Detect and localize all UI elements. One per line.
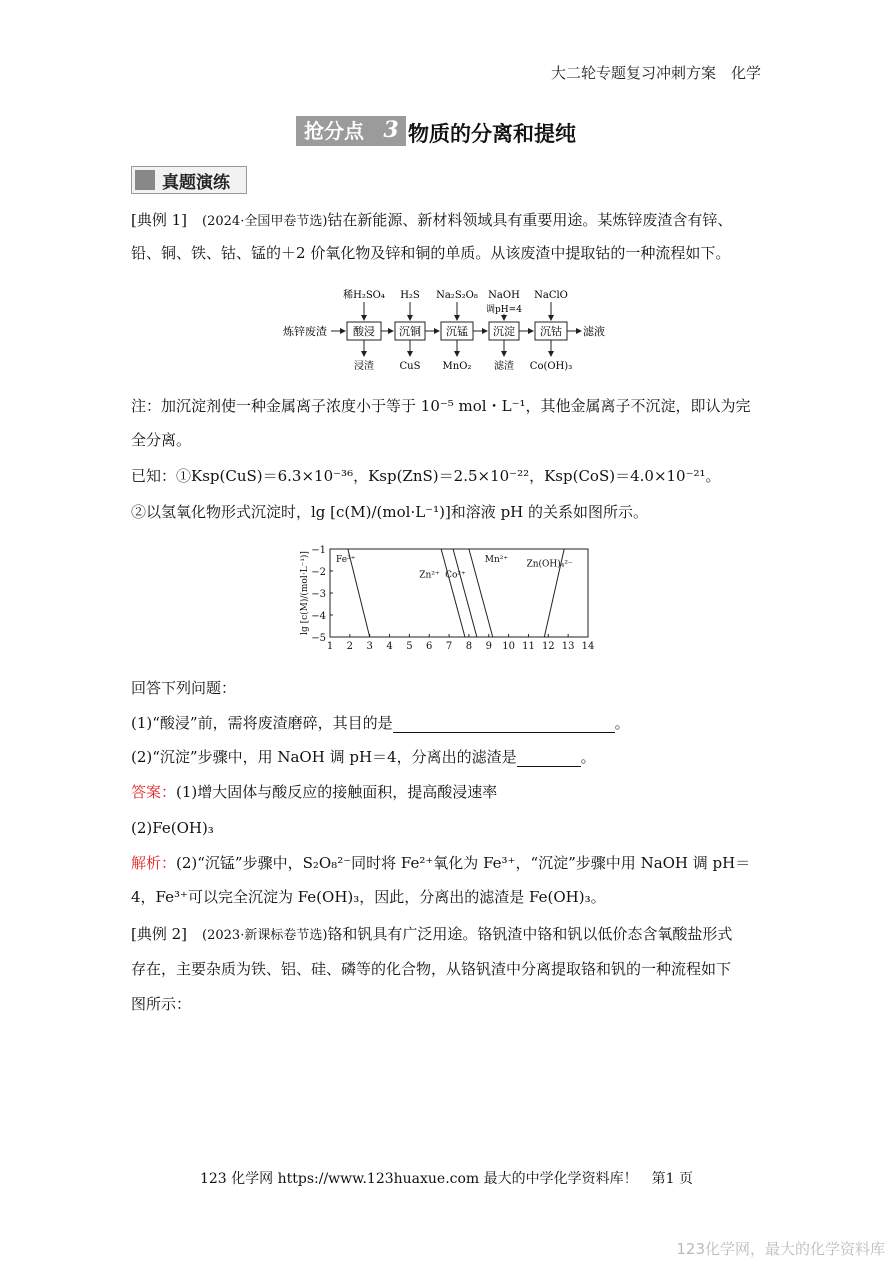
flow-out-2: CuS	[399, 361, 421, 372]
example2-line2: 存在，主要杂质为铁、铝、硅、磷等的化合物，从铬钒渣中分离提取铬和钒的一种流程如下	[131, 960, 732, 978]
flow-box-4: 沉淀	[493, 325, 515, 338]
analysis-text-1: (2)“沉锰”步骤中，S₂O₈²⁻同时将 Fe²⁺氧化为 Fe³⁺，“沉淀”步骤中用 NaOH 调 pH＝	[176, 854, 751, 872]
x-tick-label: 6	[426, 641, 433, 652]
flow-out-3: MnO₂	[442, 361, 472, 372]
example2-line1-text: 铬和钒具有广泛用途。铬钒渣中铬和钒以低价态含氧酸盐形式	[327, 925, 733, 943]
question-2-text: (2)“沉淀”步骤中，用 NaOH 调 pH＝4，分离出的滤渣是	[131, 748, 517, 766]
flow-reagent-5: NaClO	[534, 290, 568, 301]
flow-box-1: 酸浸	[353, 325, 375, 338]
example2-line3: 图所示：	[131, 995, 192, 1013]
example1-line1-text: 钴在新能源、新材料领域具有重要用途。某炼锌废渣含有锌、	[327, 211, 733, 229]
y-tick-label: −2	[311, 567, 326, 578]
x-tick-label: 4	[386, 641, 393, 652]
x-tick-label: 12	[541, 641, 555, 652]
x-tick-label: 1	[326, 641, 334, 652]
watermark: 123化学网，最大的化学资料库	[676, 1240, 885, 1258]
flow-box-5: 沉钴	[540, 325, 562, 338]
flow-reagent-4b: 调pH=4	[486, 305, 522, 315]
question-2	[131, 747, 596, 767]
answer-line1	[131, 782, 497, 802]
y-tick-label: −5	[311, 633, 326, 644]
ph-chart	[296, 538, 600, 656]
x-tick-label: 8	[465, 641, 473, 652]
x-tick-label: 9	[485, 641, 492, 652]
y-tick-label: −4	[311, 611, 326, 622]
series-label: Co²⁺	[445, 570, 466, 581]
flow-reagent-4: NaOH	[488, 290, 520, 301]
title-text: 物质的分离和提纯	[408, 121, 576, 146]
flow-start: 炼锌废渣	[283, 325, 327, 338]
x-tick-label: 10	[502, 641, 515, 652]
answer-1: (1)增大固体与酸反应的接触面积，提高酸浸速率	[176, 783, 498, 801]
x-tick-label: 7	[445, 641, 453, 652]
question-intro: 回答下列问题：	[131, 679, 237, 697]
page-header: 大二轮专题复习冲刺方案 化学	[550, 64, 761, 82]
known-line1: 已知：①Ksp(CuS)＝6.3×10⁻³⁶，Ksp(ZnS)＝2.5×10⁻²²，Ksp(CoS)＝4.0×10⁻²¹。	[131, 467, 721, 485]
y-tick-label: −3	[311, 589, 326, 600]
x-tick-label: 14	[581, 641, 595, 652]
flow-reagent-1: 稀H₂SO₄	[343, 290, 385, 301]
answer-line2: (2)Fe(OH)₃	[131, 819, 214, 837]
example1-tag: [典例 1]	[131, 211, 188, 229]
x-tick-label: 3	[366, 641, 373, 652]
book-icon	[135, 170, 155, 190]
series-label: Fe³⁺	[335, 555, 356, 566]
title-badge: 抢分点	[296, 116, 406, 146]
note-line2: 全分离。	[131, 431, 192, 449]
x-tick-label: 13	[561, 641, 575, 652]
flow-out-5: Co(OH)₃	[529, 361, 573, 372]
subsection-label	[131, 166, 247, 194]
analysis-label: 解析：	[131, 854, 177, 872]
x-tick-label: 5	[406, 641, 413, 652]
example2-tag: [典例 2]	[131, 925, 188, 943]
answer-label: 答案：	[131, 783, 177, 801]
flow-box-3: 沉锰	[446, 325, 468, 338]
answer-blank-2[interactable]	[517, 750, 581, 767]
title-number: 3	[383, 117, 399, 143]
flow-box-2: 沉铜	[399, 325, 421, 338]
answer-blank-1[interactable]	[393, 716, 615, 733]
flow-reagent-2: H₂S	[400, 290, 420, 301]
y-axis-label: lg [c(M)/(mol·L⁻¹)]	[300, 551, 310, 635]
known-line2: ②以氢氧化物形式沉淀时，lg [c(M)/(mol·L⁻¹)]和溶液 pH 的关系如图所示。	[131, 503, 649, 521]
x-tick-label: 11	[522, 641, 535, 652]
flow-out-4: 滤渣	[494, 361, 514, 372]
example1-source: (2024·全国甲卷节选)	[202, 214, 328, 229]
series-line	[441, 549, 465, 637]
flow-reagent-3: Na₂S₂O₈	[436, 290, 478, 301]
analysis-line1	[131, 853, 750, 873]
analysis-line2: 4，Fe³⁺可以完全沉淀为 Fe(OH)₃，因此，分离出的滤渣是 Fe(OH)₃。	[131, 888, 606, 906]
note-line1: 注：加沉淀剂使一种金属离子浓度小于等于 10⁻⁵ mol・L⁻¹，其他金属离子不沉淀，即认为完	[131, 397, 751, 415]
example1-line2: 铅、铜、铁、钴、锰的＋2 价氧化物及锌和铜的单质。从该废渣中提取钴的一种流程如下。	[131, 244, 731, 262]
flow-end: 滤液	[583, 325, 605, 338]
question-1-text: (1)“酸浸”前，需将废渣磨碎，其目的是	[131, 714, 393, 732]
subsection-text: 真题演练	[162, 173, 230, 193]
example2-line1	[131, 924, 732, 946]
example2-source: (2023·新课标卷节选)	[202, 928, 328, 943]
flow-diagram	[283, 286, 613, 376]
series-label: Zn²⁺	[419, 570, 440, 581]
question-1	[131, 713, 630, 733]
x-tick-label: 2	[346, 641, 354, 652]
flow-out-1: 浸渣	[354, 361, 374, 372]
y-tick-label: −1	[311, 545, 326, 556]
series-label: Zn(OH)₄²⁻	[526, 559, 573, 570]
page-footer: 123 化学网 https://www.123huaxue.com 最大的中学化学资料库！ 第1 页	[199, 1171, 694, 1187]
question-2-period: 。	[580, 748, 596, 766]
series-line	[453, 549, 477, 637]
series-label: Mn²⁺	[484, 555, 509, 566]
example1-line1	[131, 210, 732, 232]
question-1-period: 。	[614, 714, 630, 732]
chart-marks	[299, 545, 594, 652]
